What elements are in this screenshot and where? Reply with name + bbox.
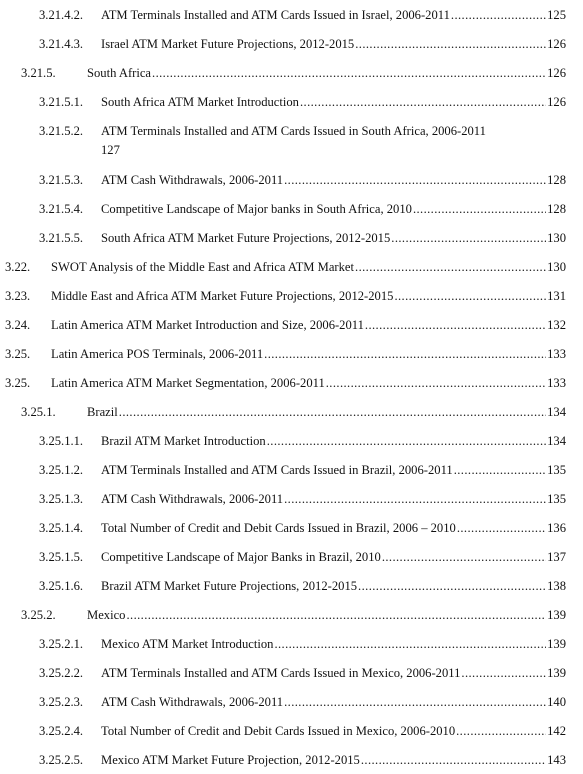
toc-entry-page[interactable]: 135	[547, 492, 566, 506]
toc-entry-number: 3.25.1.2.	[39, 463, 84, 477]
toc-entry-number: 3.22.	[5, 260, 31, 274]
toc-dot-leader	[394, 289, 546, 304]
toc-entry-page[interactable]: 127	[101, 143, 120, 157]
toc-dot-leader	[365, 318, 546, 333]
toc-entry-number: 3.21.4.3.	[39, 37, 84, 51]
toc-dot-leader	[358, 579, 546, 594]
toc-entry-page[interactable]: 137	[547, 550, 566, 564]
toc-dot-leader	[300, 95, 546, 110]
toc-entry-page[interactable]: 131	[547, 289, 566, 303]
toc-entry-number: 3.25.	[5, 376, 31, 390]
toc-entry-number: 3.25.1.1.	[39, 434, 84, 448]
toc-entry-page[interactable]: 139	[547, 666, 566, 680]
toc-entry-page[interactable]: 133	[547, 376, 566, 390]
toc-entry-page[interactable]: 128	[547, 202, 566, 216]
toc-entry-title[interactable]: SWOT Analysis of the Middle East and Africa ATM Market	[51, 260, 355, 274]
toc-entry-title[interactable]: Competitive Landscape of Major banks in South Africa, 2010	[101, 202, 412, 216]
toc-entry-number: 3.25.2.3.	[39, 695, 84, 709]
toc-entry-number: 3.21.5.3.	[39, 173, 84, 187]
toc-dot-leader	[391, 231, 546, 246]
toc-entry-page[interactable]: 134	[547, 434, 566, 448]
toc-entry-page[interactable]: 136	[547, 521, 566, 535]
toc-entry-number: 3.21.5.	[21, 66, 56, 80]
toc-entry-title[interactable]: ATM Cash Withdrawals, 2006-2011	[101, 173, 284, 187]
toc-entry-title[interactable]: ATM Terminals Installed and ATM Cards Issued in Brazil, 2006-2011	[101, 463, 453, 477]
toc-entry-number: 3.21.5.5.	[39, 231, 84, 245]
toc-entry-title[interactable]: Mexico ATM Market Introduction	[101, 637, 274, 651]
toc-dot-leader	[456, 724, 546, 739]
toc-dot-leader	[284, 695, 546, 710]
toc-entry-title[interactable]: Mexico	[87, 608, 126, 622]
toc-dot-leader	[284, 173, 546, 188]
toc-entry-number: 3.23.	[5, 289, 31, 303]
toc-entry-title[interactable]: Latin America ATM Market Introduction and Size, 2006-2011	[51, 318, 364, 332]
toc-entry-number: 3.25.2.	[21, 608, 56, 622]
toc-entry-number: 3.25.1.6.	[39, 579, 84, 593]
toc-entry-number: 3.21.5.1.	[39, 95, 84, 109]
toc-dot-leader	[267, 434, 546, 449]
toc-entry-number: 3.25.2.1.	[39, 637, 84, 651]
toc-entry-title[interactable]: Total Number of Credit and Debit Cards Issued in Mexico, 2006-2010	[101, 724, 456, 738]
toc-entry-page[interactable]: 142	[547, 724, 566, 738]
toc-entry-title[interactable]: Brazil ATM Market Introduction	[101, 434, 266, 448]
toc-dot-leader	[355, 260, 546, 275]
toc-dot-leader	[457, 521, 546, 536]
toc-dot-leader	[454, 463, 546, 478]
toc-entry-number: 3.25.2.4.	[39, 724, 84, 738]
toc-dot-leader	[119, 405, 546, 420]
toc-dot-leader	[451, 8, 546, 23]
toc-entry-title[interactable]: Total Number of Credit and Debit Cards Issued in Brazil, 2006 – 2010	[101, 521, 456, 535]
toc-dot-leader	[126, 608, 546, 623]
toc-dot-leader	[326, 376, 546, 391]
toc-entry-title[interactable]: Mexico ATM Market Future Projection, 2012-2015	[101, 753, 360, 767]
toc-entry-title[interactable]: South Africa	[87, 66, 152, 80]
toc-entry-page[interactable]: 133	[547, 347, 566, 361]
toc-entry-title[interactable]: ATM Terminals Installed and ATM Cards Issued in Mexico, 2006-2011	[101, 666, 461, 680]
toc-entry-page[interactable]: 126	[547, 37, 566, 51]
toc-dot-leader	[361, 753, 546, 768]
toc-entry-page[interactable]: 126	[547, 95, 566, 109]
toc-dot-leader	[284, 492, 546, 507]
toc-entry-page[interactable]: 138	[547, 579, 566, 593]
toc-entry-number: 3.24.	[5, 318, 31, 332]
toc-entry-number: 3.21.5.4.	[39, 202, 84, 216]
toc-entry-page[interactable]: 130	[547, 260, 566, 274]
toc-entry-title[interactable]: Brazil ATM Market Future Projections, 2012-2015	[101, 579, 358, 593]
toc-entry-title[interactable]: Israel ATM Market Future Projections, 2012-2015	[101, 37, 355, 51]
toc-entry-title[interactable]: South Africa ATM Market Future Projections, 2012-2015	[101, 231, 391, 245]
toc-entry-page[interactable]: 134	[547, 405, 566, 419]
toc-dot-leader	[461, 666, 546, 681]
toc-entry-page[interactable]: 140	[547, 695, 566, 709]
toc-dot-leader	[264, 347, 546, 362]
toc-entry-title[interactable]: ATM Terminals Installed and ATM Cards Issued in Israel, 2006-2011	[101, 8, 450, 22]
toc-entry-page[interactable]: 139	[547, 637, 566, 651]
toc-dot-leader	[382, 550, 546, 565]
toc-entry-page[interactable]: 128	[547, 173, 566, 187]
toc-entry-number: 3.21.4.2.	[39, 8, 84, 22]
toc-entry-page[interactable]: 143	[547, 753, 566, 767]
toc-entry-page[interactable]: 135	[547, 463, 566, 477]
toc-entry-title[interactable]: Brazil	[87, 405, 118, 419]
toc-entry-title[interactable]: ATM Cash Withdrawals, 2006-2011	[101, 492, 284, 506]
toc-entry-number: 3.25.1.3.	[39, 492, 84, 506]
toc-entry-page[interactable]: 126	[547, 66, 566, 80]
toc-entry-number: 3.25.2.2.	[39, 666, 84, 680]
toc-entry-page[interactable]: 132	[547, 318, 566, 332]
toc-entry-title[interactable]: Middle East and Africa ATM Market Future Projections, 2012-2015	[51, 289, 394, 303]
toc-dot-leader	[413, 202, 546, 217]
toc-entry-number: 3.25.1.	[21, 405, 56, 419]
toc-entry-title[interactable]: Competitive Landscape of Major Banks in Brazil, 2010	[101, 550, 381, 564]
toc-entry-number: 3.25.1.5.	[39, 550, 84, 564]
toc-entry-page[interactable]: 139	[547, 608, 566, 622]
toc-entry-title[interactable]: Latin America ATM Market Segmentation, 2006-2011	[51, 376, 325, 390]
toc-entry-title[interactable]: ATM Cash Withdrawals, 2006-2011	[101, 695, 284, 709]
toc-dot-leader	[274, 637, 546, 652]
toc-dot-leader	[355, 37, 546, 52]
toc-entry-number: 3.25.2.5.	[39, 753, 84, 767]
toc-entry-title[interactable]: Latin America POS Terminals, 2006-2011	[51, 347, 264, 361]
toc-entry-number: 3.21.5.2.	[39, 124, 84, 138]
toc-entry-title[interactable]: South Africa ATM Market Introduction	[101, 95, 299, 109]
toc-dot-leader	[152, 66, 546, 81]
toc-entry-title[interactable]: ATM Terminals Installed and ATM Cards Issued in South Africa, 2006-2011	[101, 124, 486, 138]
toc-entry-page[interactable]: 125	[547, 8, 566, 22]
toc-entry-number: 3.25.1.4.	[39, 521, 84, 535]
toc-entry-page[interactable]: 130	[547, 231, 566, 245]
toc-entry-number: 3.25.	[5, 347, 31, 361]
